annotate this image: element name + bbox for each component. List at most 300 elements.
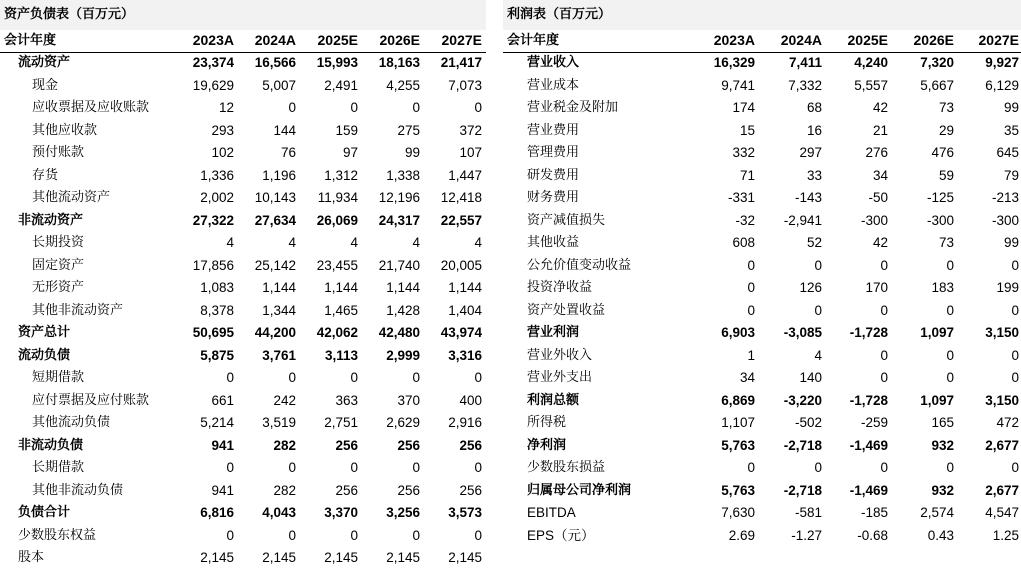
row-value: 256 [397, 482, 420, 498]
table-row [0, 232, 486, 255]
table-row [0, 277, 486, 300]
table-row [503, 322, 1021, 345]
row-value: 199 [996, 280, 1019, 295]
row-value: 3,316 [448, 347, 482, 363]
row-value: 0 [747, 280, 755, 295]
row-value: 2,145 [386, 550, 420, 565]
row-value: 0 [1011, 460, 1019, 475]
row-value: 7,411 [788, 55, 822, 70]
row-label: 短期借款 [32, 370, 85, 385]
row-value: 0 [814, 460, 822, 475]
row-value: 363 [335, 392, 358, 408]
row-value: 1,336 [200, 167, 234, 183]
row-value: 2,629 [386, 415, 420, 430]
row-value: 42,480 [378, 325, 420, 340]
table-row [0, 322, 486, 345]
row-value: 0 [350, 370, 358, 385]
row-value: 0 [412, 527, 420, 543]
row-value: 42 [872, 100, 888, 115]
row-value: 9,927 [985, 55, 1019, 70]
row-value: 293 [211, 122, 234, 138]
row-value: 33 [806, 167, 822, 183]
row-value: 25,142 [254, 257, 296, 273]
row-value: 11,934 [317, 190, 358, 205]
row-value: -581 [794, 505, 822, 520]
row-value: 0 [946, 257, 954, 273]
row-label: 资产总计 [18, 325, 71, 340]
row-value: 0 [288, 527, 296, 543]
table-row [0, 367, 486, 390]
row-value: -213 [991, 190, 1019, 205]
row-value: 0 [226, 460, 234, 475]
header-year: 2024A [780, 32, 822, 48]
row-value: 0 [747, 257, 755, 273]
row-label: 其他非流动负债 [32, 482, 124, 498]
table-row [503, 412, 1021, 435]
row-value: 2,751 [324, 415, 358, 430]
row-value: 0 [474, 100, 482, 115]
row-value: 7,320 [920, 55, 954, 70]
table-row [503, 502, 1021, 525]
row-value: 34 [739, 370, 755, 385]
row-value: 1,428 [386, 302, 420, 318]
row-value: 29 [938, 122, 954, 138]
row-label: 非流动负债 [18, 437, 84, 453]
row-value: 0 [747, 302, 755, 318]
table-row [503, 255, 1021, 278]
row-value: 256 [335, 482, 358, 498]
table-row [0, 75, 486, 98]
row-value: -0.68 [857, 527, 888, 543]
balance-sheet-table [0, 0, 486, 572]
row-value: 4 [814, 347, 822, 363]
row-value: 22,557 [440, 212, 482, 228]
row-value: 126 [799, 280, 822, 295]
table-row [0, 480, 486, 503]
row-value: 0 [474, 527, 482, 543]
row-value: 1,144 [324, 280, 358, 295]
row-label: 营业收入 [527, 55, 580, 70]
row-value: 0 [1011, 257, 1019, 273]
row-label: 投资净收益 [527, 280, 593, 295]
row-value: 6,903 [721, 325, 755, 340]
row-label: 营业利润 [527, 325, 580, 340]
row-label: 应收票据及应收账款 [32, 100, 150, 115]
row-value: 99 [404, 145, 420, 160]
table-row [0, 187, 486, 210]
row-value: 2.69 [728, 527, 755, 543]
row-label: 所得税 [527, 415, 567, 430]
row-value: -143 [794, 190, 822, 205]
row-label: 长期投资 [32, 235, 85, 250]
row-value: 297 [799, 145, 822, 160]
row-value: 107 [459, 145, 482, 160]
header-year: 2023A [713, 32, 755, 48]
row-value: 16 [806, 122, 822, 138]
row-value: 6,816 [200, 505, 234, 520]
row-value: 1,097 [920, 392, 954, 408]
header-label: 会计年度 [4, 33, 57, 48]
row-value: 1,144 [386, 280, 420, 295]
row-value: 102 [211, 145, 234, 160]
row-label: 长期借款 [32, 460, 85, 475]
row-value: 0 [288, 100, 296, 115]
row-value: 0 [412, 100, 420, 115]
row-value: -502 [794, 415, 822, 430]
row-label: 营业费用 [527, 122, 580, 138]
table-row [503, 97, 1021, 120]
row-value: 2,999 [386, 347, 420, 363]
row-value: 3,150 [985, 392, 1019, 408]
row-value: 24,317 [378, 212, 420, 228]
table-row [503, 165, 1021, 188]
row-value: -331 [727, 190, 755, 205]
header-year: 2027E [978, 32, 1019, 48]
row-label: 公允价值变动收益 [527, 257, 632, 273]
row-value: 0 [474, 370, 482, 385]
table-row [503, 52, 1021, 75]
row-value: 9,741 [721, 77, 755, 93]
row-value: 2,677 [985, 482, 1019, 498]
row-value: 23,374 [192, 55, 234, 70]
row-value: 52 [806, 235, 822, 250]
row-value: 0 [1011, 302, 1019, 318]
row-value: 2,145 [448, 550, 482, 565]
table-row [0, 300, 486, 323]
row-label: 营业税金及附加 [527, 100, 619, 115]
row-value: 1,196 [262, 167, 296, 183]
row-label: 现金 [32, 77, 59, 93]
row-value: 159 [335, 122, 358, 138]
row-label: 利润总额 [527, 392, 580, 408]
row-value: 1,144 [262, 280, 296, 295]
table-row [0, 52, 486, 75]
row-label: 流动资产 [18, 55, 71, 70]
row-value: 170 [865, 280, 888, 295]
row-value: 0 [747, 460, 755, 475]
row-value: 0 [474, 460, 482, 475]
row-value: 73 [938, 235, 954, 250]
row-value: 174 [732, 100, 755, 115]
row-value: 1.25 [992, 527, 1019, 543]
row-value: -50 [868, 190, 888, 205]
row-value: 661 [211, 392, 234, 408]
header-year: 2026E [913, 32, 954, 48]
row-label: 资产减值损失 [527, 212, 606, 228]
row-value: -1.27 [791, 527, 822, 543]
row-value: 400 [459, 392, 482, 408]
row-label: 应付票据及应付账款 [32, 392, 150, 408]
row-value: 2,145 [324, 550, 358, 565]
row-value: 0 [350, 527, 358, 543]
table-row [0, 525, 486, 548]
row-value: 1,344 [262, 302, 296, 318]
balance-sheet-header-row [0, 30, 486, 53]
row-value: 183 [931, 280, 954, 295]
row-value: 4 [288, 235, 296, 250]
row-value: 2,145 [200, 550, 234, 565]
row-label: 非流动资产 [18, 212, 84, 228]
row-label: 净利润 [527, 437, 567, 453]
row-value: 242 [273, 392, 296, 408]
balance-sheet-body [0, 52, 486, 572]
income-statement-header-row [503, 30, 1021, 53]
table-row [0, 210, 486, 233]
row-value: 3,761 [262, 347, 296, 363]
row-value: 19,629 [192, 77, 234, 93]
row-value: 7,073 [448, 77, 482, 93]
row-value: 932 [931, 437, 954, 453]
row-value: 256 [335, 437, 358, 453]
table-row [503, 390, 1021, 413]
row-value: 941 [211, 482, 234, 498]
row-value: 0 [880, 257, 888, 273]
header-label: 会计年度 [507, 33, 560, 48]
row-value: 5,214 [200, 415, 234, 430]
row-value: -2,941 [783, 212, 822, 228]
table-row [0, 165, 486, 188]
row-value: 5,763 [721, 482, 755, 498]
row-value: 4,043 [262, 505, 296, 520]
row-value: 1,107 [721, 415, 755, 430]
row-value: 5,763 [721, 437, 755, 453]
row-value: -3,085 [783, 325, 822, 340]
row-value: 76 [280, 145, 296, 160]
row-value: 3,256 [386, 505, 420, 520]
row-value: -185 [860, 505, 888, 520]
table-row [0, 120, 486, 143]
row-value: 372 [459, 122, 482, 138]
table-row [0, 255, 486, 278]
row-value: 5,557 [854, 77, 888, 93]
row-value: 73 [938, 100, 954, 115]
row-value: -1,469 [849, 437, 888, 453]
row-value: 44,200 [254, 325, 296, 340]
table-row [0, 547, 486, 570]
table-row [503, 435, 1021, 458]
row-value: 275 [397, 122, 420, 138]
row-label: 财务费用 [527, 190, 580, 205]
row-value: 256 [459, 437, 482, 453]
row-label: 归属母公司净利润 [527, 482, 632, 498]
row-value: 43,974 [440, 325, 482, 340]
row-value: 27,322 [192, 212, 234, 228]
row-value: 0 [350, 100, 358, 115]
table-row [503, 457, 1021, 480]
row-value: 1,465 [324, 302, 358, 318]
row-value: 7,630 [721, 505, 755, 520]
row-value: 12,196 [378, 190, 420, 205]
row-value: 5,875 [200, 347, 234, 363]
row-value: 0 [288, 460, 296, 475]
row-value: 12,418 [440, 190, 482, 205]
row-label: 营业成本 [527, 77, 580, 93]
table-row [0, 502, 486, 525]
row-value: 1,312 [324, 167, 358, 183]
row-label: 预付账款 [32, 145, 85, 160]
row-value: 0 [350, 460, 358, 475]
header-year: 2025E [847, 32, 888, 48]
row-value: 10,143 [254, 190, 296, 205]
row-value: 34 [872, 167, 888, 183]
row-value: 476 [931, 145, 954, 160]
row-value: 1,404 [448, 302, 482, 318]
table-row [503, 210, 1021, 233]
row-value: -300 [860, 212, 888, 228]
row-label: 其他流动负债 [32, 415, 111, 430]
header-year: 2024A [254, 32, 296, 48]
table-row [503, 75, 1021, 98]
table-row [0, 345, 486, 368]
table-row [0, 412, 486, 435]
row-value: 0 [288, 370, 296, 385]
row-value: 0 [226, 370, 234, 385]
row-value: 3,519 [262, 415, 296, 430]
row-label: 无形资产 [32, 280, 85, 295]
row-value: 4,240 [854, 55, 888, 70]
row-value: 0 [814, 302, 822, 318]
table-row [503, 120, 1021, 143]
row-value: 23,455 [316, 257, 358, 273]
table-row [0, 97, 486, 120]
row-label: EBITDA [527, 505, 576, 520]
row-value: 0 [880, 347, 888, 363]
row-value: 3,370 [324, 505, 358, 520]
row-value: 0 [412, 460, 420, 475]
row-value: 17,856 [192, 257, 234, 273]
row-label: 资产处置收益 [527, 302, 606, 318]
row-value: 1,338 [386, 167, 420, 183]
row-value: 7,332 [788, 77, 822, 93]
row-label: 其他流动资产 [32, 190, 111, 205]
row-value: 15,993 [316, 55, 358, 70]
row-value: 0 [412, 370, 420, 385]
row-value: 370 [397, 392, 420, 408]
row-value: 21 [872, 122, 888, 138]
row-value: 5,007 [262, 77, 296, 93]
row-value: 21,417 [440, 55, 482, 70]
row-value: 1,097 [920, 325, 954, 340]
row-value: 42,062 [316, 325, 358, 340]
row-value: 2,145 [262, 550, 296, 565]
row-value: 20,005 [440, 257, 482, 273]
table-row [0, 435, 486, 458]
row-value: 8,378 [200, 302, 234, 318]
row-value: 1,144 [448, 280, 482, 295]
row-value: 932 [931, 482, 954, 498]
row-value: 6,869 [721, 392, 755, 408]
income-statement-title: 利润表（百万元） [503, 0, 1021, 30]
header-year: 2027E [441, 32, 482, 48]
row-value: 2,002 [200, 190, 234, 205]
header-year: 2026E [379, 32, 420, 48]
row-value: 15 [739, 122, 755, 138]
row-value: 144 [273, 122, 296, 138]
row-label: 其他应收款 [32, 122, 98, 138]
table-row [503, 232, 1021, 255]
row-value: 42 [872, 235, 888, 250]
row-value: 68 [806, 100, 822, 115]
row-value: 0 [226, 527, 234, 543]
table-row [503, 345, 1021, 368]
row-value: 3,113 [324, 347, 358, 363]
table-row [503, 187, 1021, 210]
row-value: 18,163 [378, 55, 420, 70]
table-row [0, 457, 486, 480]
row-label: 其他非流动资产 [32, 302, 124, 318]
row-label: 流动负债 [18, 347, 71, 363]
row-value: 1,083 [200, 280, 234, 295]
row-value: 256 [397, 437, 420, 453]
row-value: 472 [996, 415, 1019, 430]
row-value: -2,718 [783, 437, 822, 453]
income-statement-table [503, 0, 1021, 572]
row-value: 165 [931, 415, 954, 430]
row-value: 0 [1011, 347, 1019, 363]
row-value: 282 [273, 437, 296, 453]
row-value: 0 [880, 460, 888, 475]
row-label: 固定资产 [32, 257, 85, 273]
row-value: 608 [732, 235, 755, 250]
row-value: 4 [226, 235, 234, 250]
row-value: 50,695 [192, 325, 234, 340]
row-value: 5,667 [920, 77, 954, 93]
row-value: 282 [273, 482, 296, 498]
table-row [503, 367, 1021, 390]
row-value: 2,677 [985, 437, 1019, 453]
table-row [503, 142, 1021, 165]
row-value: 16,566 [254, 55, 296, 70]
row-value: 4 [412, 235, 420, 250]
row-value: 4,255 [386, 77, 420, 93]
table-row [503, 480, 1021, 503]
row-value: 256 [459, 482, 482, 498]
row-value: -125 [926, 190, 954, 205]
row-value: 35 [1003, 122, 1019, 138]
row-value: 0 [946, 460, 954, 475]
row-value: 0 [946, 347, 954, 363]
table-row [503, 300, 1021, 323]
row-label: 管理费用 [527, 145, 580, 160]
row-value: 4,547 [985, 505, 1019, 520]
row-value: 0.43 [927, 527, 954, 543]
row-value: 0 [814, 257, 822, 273]
row-value: 332 [732, 145, 755, 160]
row-value: -3,220 [783, 392, 822, 408]
row-value: 6,129 [985, 77, 1019, 93]
row-value: 0 [1011, 370, 1019, 385]
row-value: 59 [938, 167, 954, 183]
row-value: 97 [342, 145, 358, 160]
row-label: 存货 [32, 167, 59, 183]
row-value: 21,740 [378, 257, 420, 273]
table-row [503, 525, 1021, 548]
row-value: -300 [991, 212, 1019, 228]
row-value: 941 [211, 437, 234, 453]
row-value: -2,718 [783, 482, 822, 498]
row-value: 79 [1003, 167, 1019, 183]
row-value: 2,916 [448, 415, 482, 430]
row-value: -300 [926, 212, 954, 228]
row-value: 0 [946, 302, 954, 318]
row-value: -1,728 [849, 392, 888, 408]
row-label: 研发费用 [527, 167, 580, 183]
row-label: 营业外收入 [527, 347, 593, 363]
row-value: -1,469 [849, 482, 888, 498]
row-value: 1,447 [448, 167, 482, 183]
table-row [0, 142, 486, 165]
row-value: 16,329 [713, 55, 755, 70]
